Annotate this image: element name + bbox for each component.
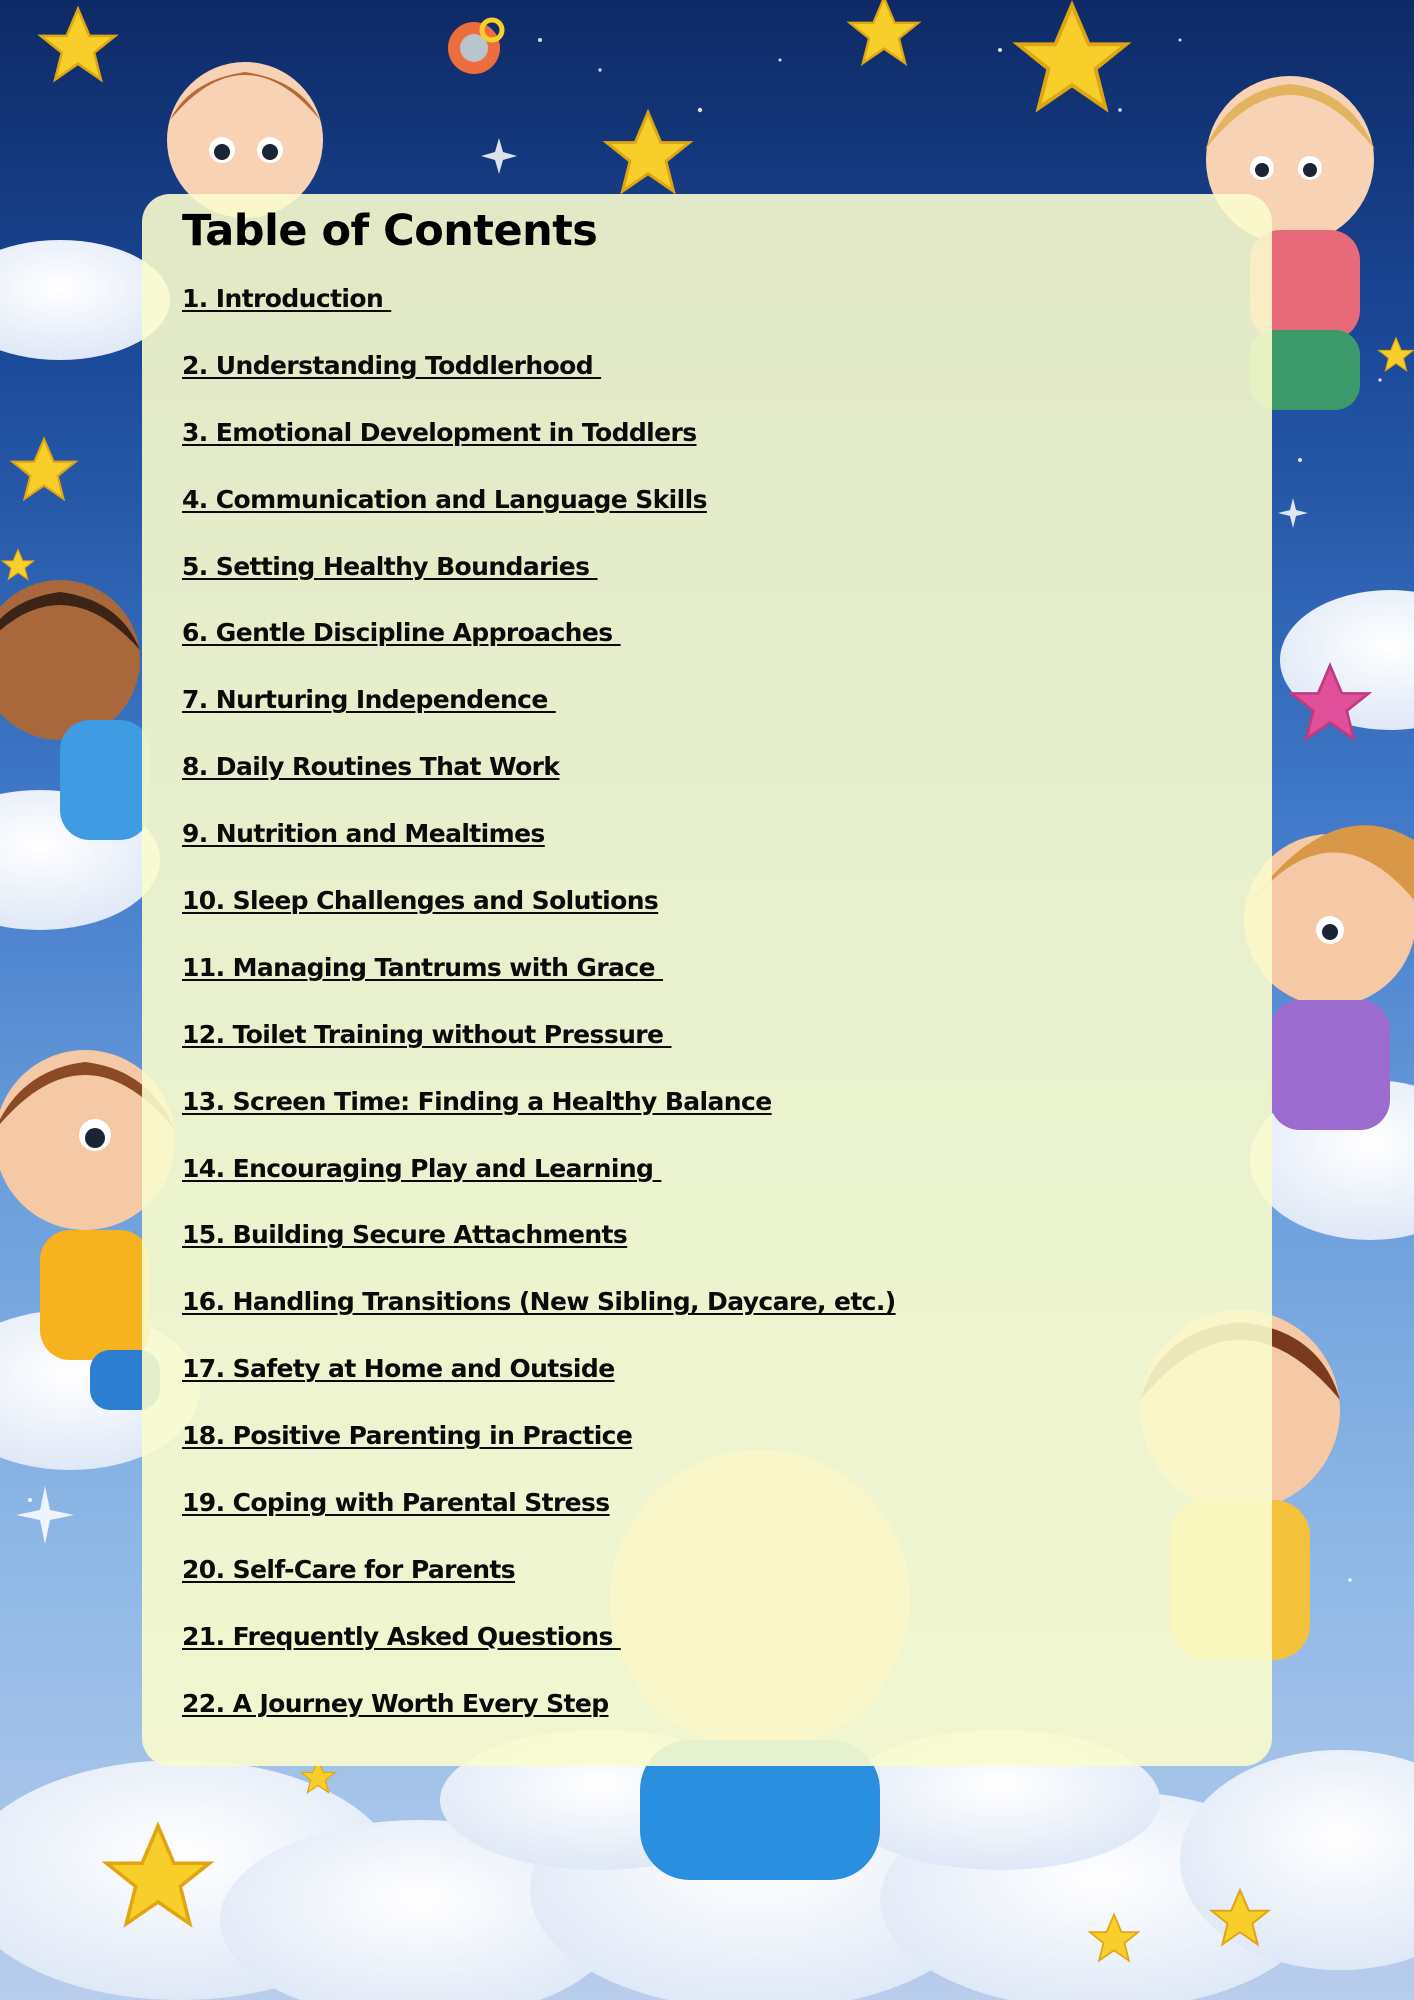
toc-entry-8 xyxy=(182,752,896,819)
toc-entry-20 xyxy=(182,1555,896,1622)
toc-entry-2 xyxy=(182,351,896,418)
toc-entry-1 xyxy=(182,284,896,351)
toc-entry-18 xyxy=(182,1421,896,1488)
toc-entry-22 xyxy=(182,1689,896,1756)
toc-link-self-care[interactable]: 20. Self-Care for Parents xyxy=(182,1554,516,1584)
toc-entry-3 xyxy=(182,418,896,485)
toc-entry-17 xyxy=(182,1354,896,1421)
table-of-contents-panel xyxy=(142,194,1272,1766)
toc-entry-19 xyxy=(182,1488,896,1555)
toc-entry-6 xyxy=(182,618,896,685)
toc-list xyxy=(182,284,896,1756)
toc-link-handling-transitions[interactable]: 16. Handling Transitions (New Sibling, Daycare, etc.) xyxy=(182,1287,896,1317)
toc-entry-12 xyxy=(182,1020,896,1087)
toc-link-toilet-training[interactable]: 12. Toilet Training without Pressure xyxy=(182,1019,672,1049)
toc-link-screen-time[interactable]: 13. Screen Time: Finding a Healthy Balance xyxy=(182,1086,772,1116)
toc-link-managing-tantrums[interactable]: 11. Managing Tantrums with Grace xyxy=(182,952,663,982)
toc-link-positive-parenting[interactable]: 18. Positive Parenting in Practice xyxy=(182,1421,633,1451)
toc-link-nurturing-independence[interactable]: 7. Nurturing Independence xyxy=(182,685,556,715)
toc-entry-14 xyxy=(182,1154,896,1221)
toc-entry-4 xyxy=(182,485,896,552)
toc-entry-7 xyxy=(182,685,896,752)
toc-link-nutrition-mealtimes[interactable]: 9. Nutrition and Mealtimes xyxy=(182,819,545,849)
toc-entry-5 xyxy=(182,552,896,619)
toc-link-sleep-challenges[interactable]: 10. Sleep Challenges and Solutions xyxy=(182,886,659,916)
toc-entry-13 xyxy=(182,1087,896,1154)
toc-link-faq[interactable]: 21. Frequently Asked Questions xyxy=(182,1621,621,1651)
toc-link-gentle-discipline[interactable]: 6. Gentle Discipline Approaches xyxy=(182,618,621,648)
toc-link-play-learning[interactable]: 14. Encouraging Play and Learning xyxy=(182,1153,662,1183)
toc-entry-10 xyxy=(182,886,896,953)
toc-entry-16 xyxy=(182,1287,896,1354)
toc-entry-15 xyxy=(182,1220,896,1287)
toc-link-daily-routines[interactable]: 8. Daily Routines That Work xyxy=(182,752,560,782)
toc-link-parental-stress[interactable]: 19. Coping with Parental Stress xyxy=(182,1488,610,1518)
page-title: Table of Contents xyxy=(182,206,598,256)
toc-link-healthy-boundaries[interactable]: 5. Setting Healthy Boundaries xyxy=(182,551,598,581)
toc-link-communication-language[interactable]: 4. Communication and Language Skills xyxy=(182,484,707,514)
toc-link-emotional-development[interactable]: 3. Emotional Development in Toddlers xyxy=(182,417,697,447)
toc-entry-9 xyxy=(182,819,896,886)
rattle-toy-decoration xyxy=(448,20,502,74)
toc-link-safety[interactable]: 17. Safety at Home and Outside xyxy=(182,1354,615,1384)
toc-link-secure-attachments[interactable]: 15. Building Secure Attachments xyxy=(182,1220,628,1250)
toc-link-introduction[interactable]: 1. Introduction xyxy=(182,284,392,313)
toc-entry-21 xyxy=(182,1622,896,1689)
toc-entry-11 xyxy=(182,953,896,1020)
toc-link-journey[interactable]: 22. A Journey Worth Every Step xyxy=(182,1688,609,1718)
toc-link-understanding-toddlerhood[interactable]: 2. Understanding Toddlerhood xyxy=(182,350,602,380)
